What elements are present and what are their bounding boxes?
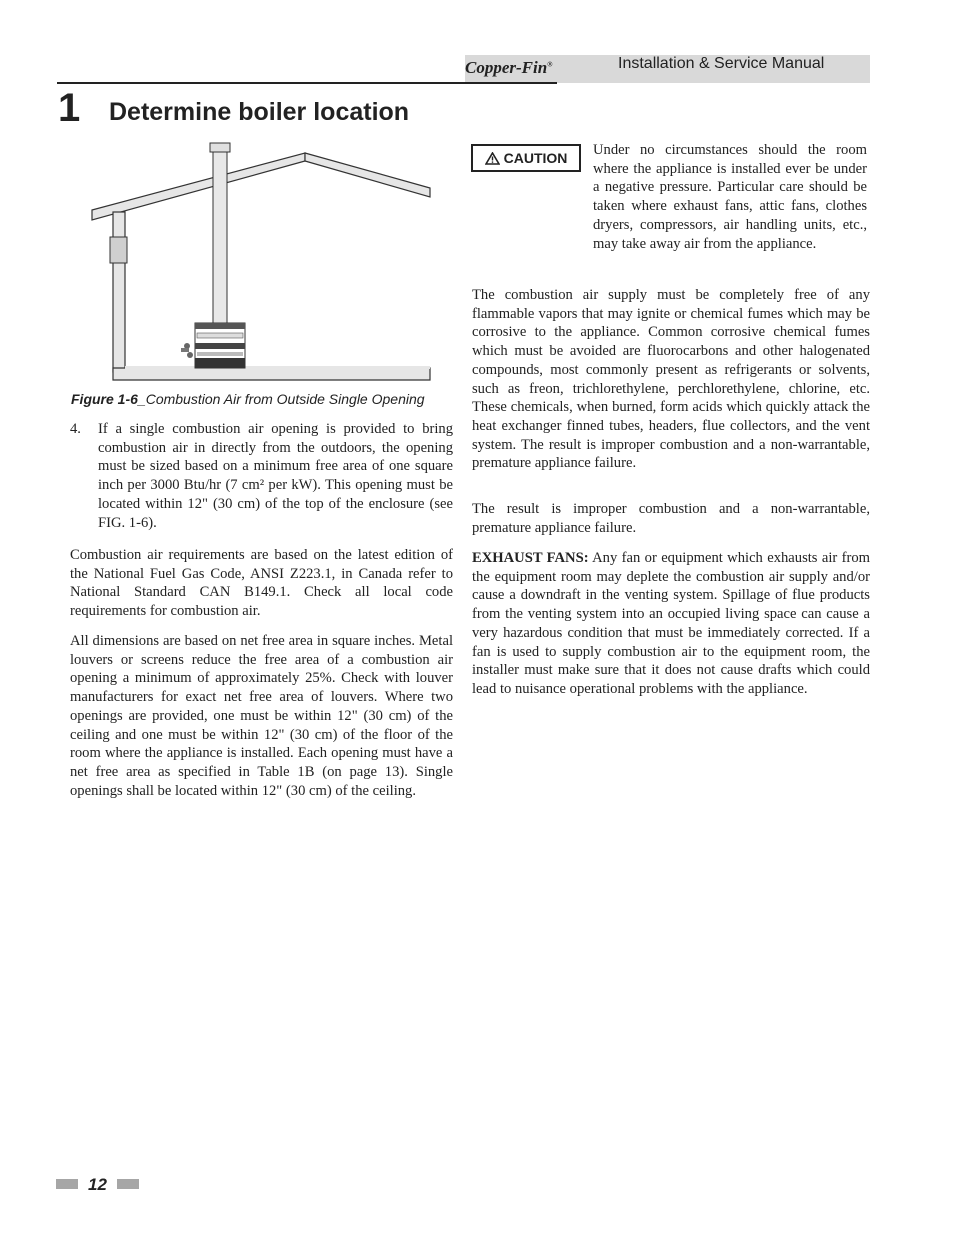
footer-bar-left <box>56 1179 78 1189</box>
list-item-4 <box>70 420 453 532</box>
brand-name: Copper-Fin® <box>465 58 553 77</box>
exhaust-fans-text: Any fan or equipment which exhausts air from the equipment room may deplete the combustion air supply and/or cause a downdraft in the venting system. Spillage of flue products from the venting system into an occupied living space can cause a very hazardous condition that must be immediately corrected. If a fan is used to supply combustion air to the equipment room, the installer must make sure that it does not cause drafts which could lead to nuisance operational problems with the appliance. <box>472 550 871 697</box>
paragraph-combustion-air-supply: The combustion air supply must be completely free of any flammable vapors that may ignite or chemical fumes which may be corrosive to the appliance. Common corrosive chemical fumes which must be avoided are fluorocarbons and other halogenated compounds, most commonly present as refrigerants or solvents, such as freon, trichlorethylene, perchlorethylene, chlorine, etc. These chemicals, when burned, form acids which quickly attack the heat exchanger finned tubes, headers, flue collectors, and the vent system. The result is improper combustion and a non-warrantable, premature appliance failure. <box>472 287 870 472</box>
paragraph-code-requirements: Combustion air requirements are based on the latest edition of the National Fuel Gas Code, ANSI Z223.1, in Canada refer to National Standard CAN B149.1. Check all local code requirements for combustion air. <box>70 547 453 620</box>
roof-right-slope <box>305 153 430 197</box>
paragraph-exhaust-fans <box>472 549 870 699</box>
caution-badge <box>471 144 581 172</box>
boiler-unit <box>181 323 245 368</box>
paragraph-result: The result is improper combustion and a non-warrantable, premature appliance failure. <box>472 501 870 536</box>
roof-left-slope <box>92 153 305 220</box>
chapter-title: Determine boiler location <box>109 98 410 126</box>
footer-bar-right <box>117 1179 139 1189</box>
warning-triangle-icon <box>485 152 500 165</box>
boiler-room-illustration <box>85 140 435 385</box>
header-rule <box>57 82 557 84</box>
caution-label: CAUTION <box>503 150 568 166</box>
paragraph-dimensions: All dimensions are based on net free area in square inches. Metal louvers or screens reduce the free area of a combustion air opening a minimum of approximately 25%. Check with louver manufacturers for exact net free area of louvers. Where two openings are provided, one must be within 12" (30 cm) of the ceiling and one must be within 12" (30 cm) of the floor of the room where the appliance is installed. Each opening must have a net free area as specified in Table 1B (on page 13). Single openings shall be located within 12" (30 cm) of the ceiling. <box>70 633 453 799</box>
vent-pipe-cap <box>210 143 230 152</box>
combustion-air-opening <box>110 237 127 263</box>
list-item-number: 4. <box>70 421 81 437</box>
list-item-text: If a single combustion air opening is provided to bring combustion air in directly from the outdoors, the opening must be sized based on a minimum free area of one square inch per 3000 Btu/hr (7 cm² per kW). This opening must be located within 12" (30 cm) of the top of the enclosure (see FIG. 1-6). <box>98 421 453 531</box>
floor <box>113 368 430 380</box>
vent-pipe <box>213 152 227 324</box>
caution-text: Under no circumstances should the room where the appliance is installed ever be under a negative pressure. Particular care should be taken where exhaust fans, attic fans, clothes dryers, compressors, air handling units, etc., may take away air from the appliance. <box>593 142 867 252</box>
left-wall <box>113 212 125 372</box>
page-number: 12 <box>88 1175 107 1194</box>
exhaust-fans-heading: EXHAUST FANS: <box>472 550 589 566</box>
chapter-number: 1 <box>58 86 81 130</box>
manual-title: Installation & Service Manual <box>618 55 825 72</box>
registered-mark: ® <box>547 60 553 69</box>
figure-caption: Figure 1-6_Combustion Air from Outside Single Opening <box>71 391 425 407</box>
